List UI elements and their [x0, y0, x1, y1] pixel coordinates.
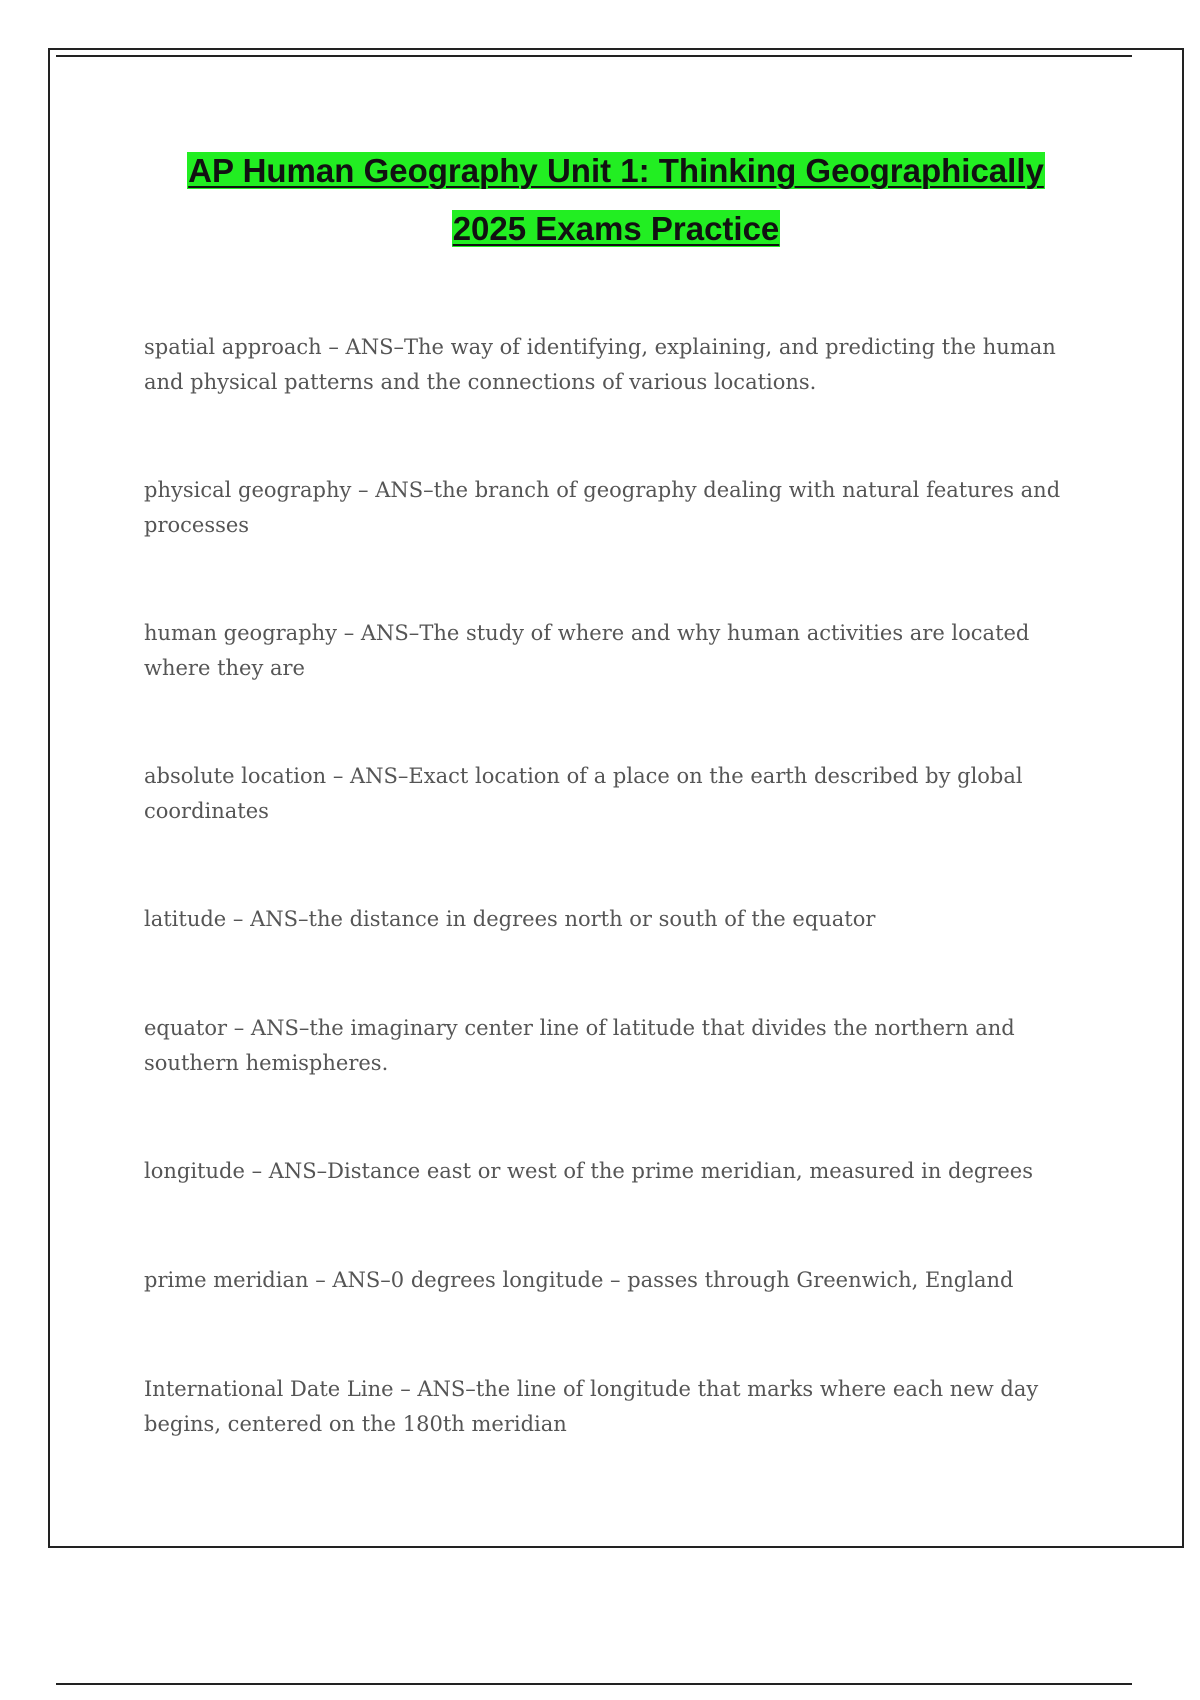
list-item	[144, 1011, 1084, 1081]
entry-definition: Distance east or west of the prime meridian, measured in degrees	[327, 1159, 1034, 1183]
entry-separator: – ANS–	[226, 907, 309, 931]
entry-separator: – ANS–	[326, 764, 409, 788]
entry-definition: Exact location of a place on the earth described by global coordinates	[144, 764, 1023, 823]
entry-definition: 0 degrees longitude – passes through Greenwich, England	[390, 1268, 1014, 1292]
list-item	[144, 1154, 1084, 1189]
entry-separator: – ANS–	[227, 1016, 310, 1040]
entry-term: prime meridian	[144, 1268, 309, 1292]
list-item	[144, 616, 1084, 686]
list-item	[144, 330, 1084, 400]
bottom-rule	[56, 1683, 1132, 1685]
entry-term: longitude	[144, 1159, 245, 1183]
entry-definition: the branch of geography dealing with natural features and processes	[144, 478, 1061, 537]
document-title	[48, 142, 1184, 258]
entry-definition: the line of longitude that marks where each new day begins, centered on the 180th meridian	[144, 1377, 1039, 1436]
entry-separator: – ANS–	[393, 1377, 476, 1401]
entry-term: International Date Line	[144, 1377, 394, 1401]
list-item	[144, 1372, 1084, 1442]
entry-separator: – ANS–	[308, 1268, 391, 1292]
entry-term: equator	[144, 1016, 228, 1040]
entry-term: human geography	[144, 621, 338, 645]
list-item	[144, 1263, 1084, 1298]
title-line-1: AP Human Geography Unit 1: Thinking Geographically	[188, 152, 1044, 189]
title-line-1-wrapper	[48, 142, 1184, 200]
entry-separator: – ANS–	[321, 335, 404, 359]
entry-term: absolute location	[144, 764, 327, 788]
entry-separator: – ANS–	[351, 478, 434, 502]
entry-term: latitude	[144, 907, 227, 931]
list-item	[144, 473, 1084, 543]
entry-term: physical geography	[144, 478, 352, 502]
entry-separator: – ANS–	[337, 621, 420, 645]
entry-definition: the imaginary center line of latitude that divides the northern and southern hemispheres.	[144, 1016, 1015, 1075]
entry-definition: The way of identifying, explaining, and predicting the human and physical patterns and the connections of various locations.	[144, 335, 1056, 394]
list-item	[144, 759, 1084, 829]
entry-definition: the distance in degrees north or south of the equator	[308, 907, 876, 931]
list-item	[144, 902, 1084, 937]
entry-term: spatial approach	[144, 335, 322, 359]
entry-definition: The study of where and why human activities are located where they are	[144, 621, 1030, 680]
title-line-2-wrapper	[48, 200, 1184, 258]
entry-separator: – ANS–	[244, 1159, 328, 1183]
title-line-2: 2025 Exams Practice	[452, 210, 780, 247]
